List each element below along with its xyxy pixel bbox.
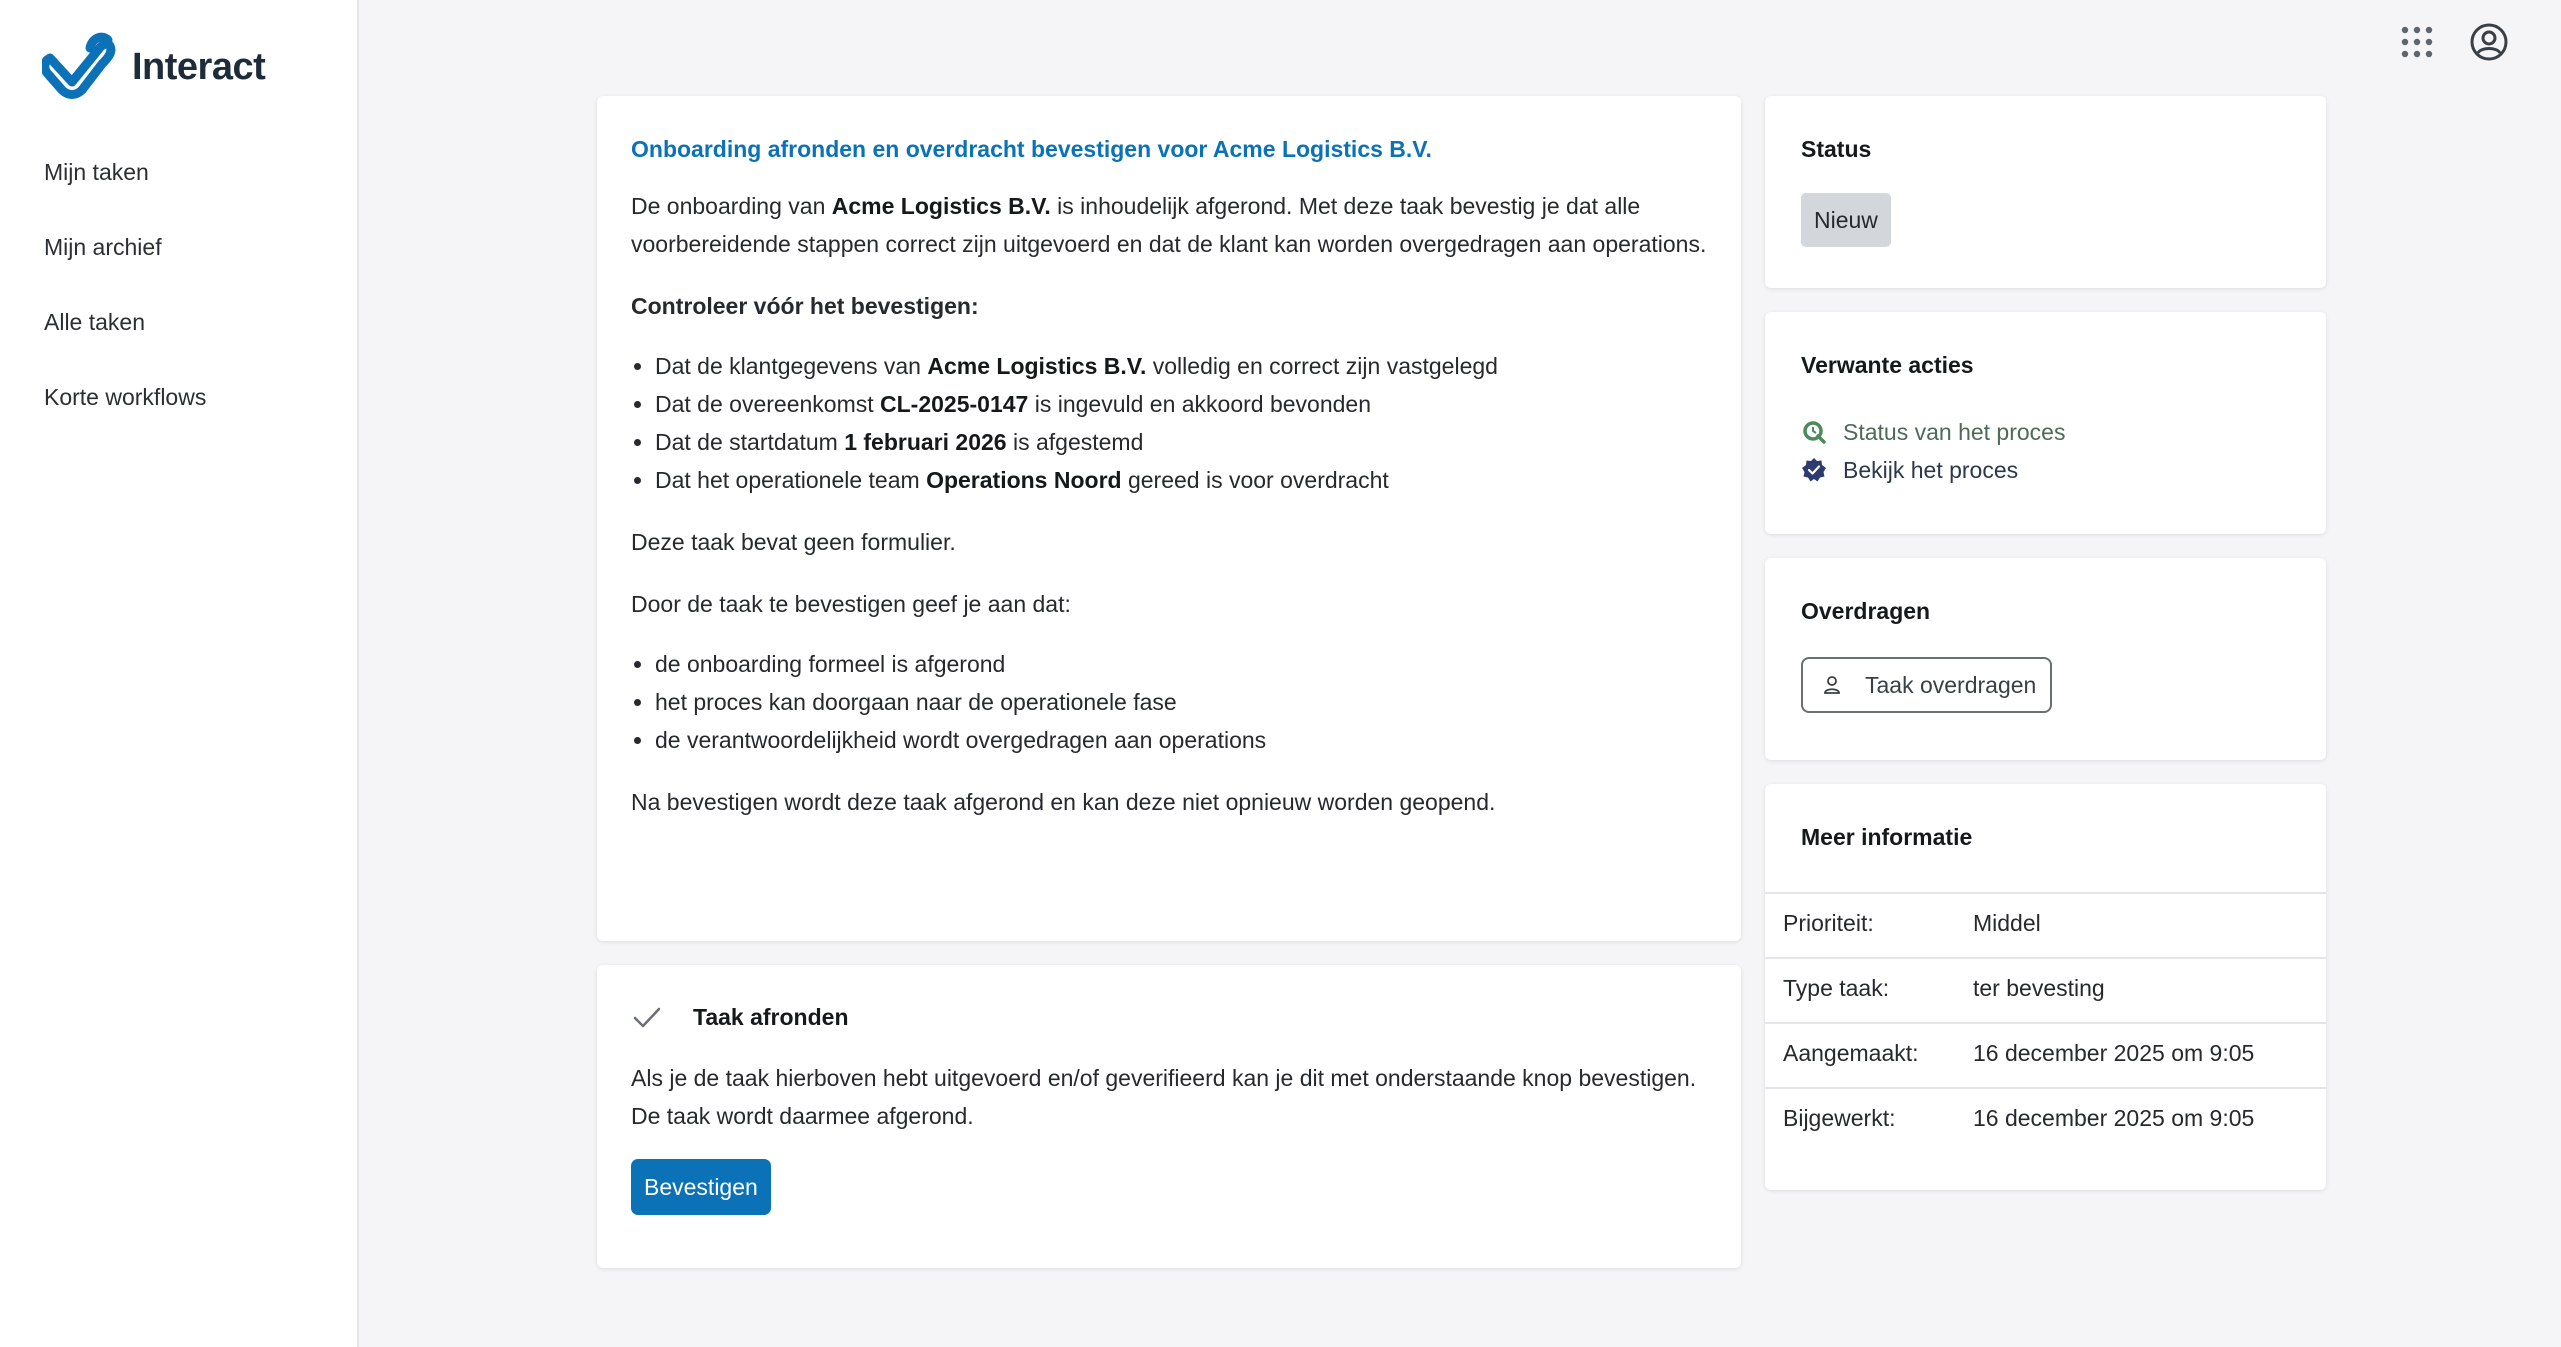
no-form-note: Deze taak bevat geen formulier. xyxy=(631,529,956,555)
list-item: de onboarding formeel is afgerond xyxy=(631,645,1707,683)
info-key: Bijgewerkt: xyxy=(1783,1105,1896,1131)
status-title: Status xyxy=(1801,136,1872,162)
checkmark-icon xyxy=(631,1001,663,1033)
info-title: Meer informatie xyxy=(1801,824,1973,850)
info-row-priority xyxy=(1765,892,2326,957)
status-badge: Nieuw xyxy=(1801,193,1891,247)
verified-badge-icon xyxy=(1801,457,1827,483)
transfer-title: Overdragen xyxy=(1801,598,1931,624)
related-item-label: Bekijk het proces xyxy=(1843,457,2019,483)
info-row-created xyxy=(1765,1022,2326,1087)
interact-logo-icon xyxy=(42,30,118,104)
related-item-label: Status van het proces xyxy=(1843,419,2066,445)
confirm-button[interactable]: Bevestigen xyxy=(631,1159,771,1215)
info-key: Aangemaakt: xyxy=(1783,1040,1919,1066)
list-item: het proces kan doorgaan naar de operationele fase xyxy=(631,683,1707,721)
more-info-card xyxy=(1765,784,2326,1190)
related-actions-card xyxy=(1765,312,2326,534)
list-item: de verantwoordelijkheid wordt overgedragen aan operations xyxy=(631,721,1707,759)
sidebar-item-alle-taken[interactable]: Alle taken xyxy=(44,309,146,335)
info-value: Middel xyxy=(1973,910,2041,936)
finish-task-card xyxy=(597,965,1741,1268)
task-detail-card xyxy=(597,96,1741,941)
info-key: Prioriteit: xyxy=(1783,910,1874,936)
user-account-icon[interactable] xyxy=(2469,22,2509,62)
info-row-updated xyxy=(1765,1087,2326,1152)
info-value: ter bevesting xyxy=(1973,975,2105,1001)
transfer-card xyxy=(1765,558,2326,760)
sidebar xyxy=(0,0,359,1347)
info-value: 16 december 2025 om 9:05 xyxy=(1973,1040,2255,1066)
sidebar-item-mijn-taken[interactable]: Mijn taken xyxy=(44,159,149,185)
info-value: 16 december 2025 om 9:05 xyxy=(1973,1105,2255,1131)
confirm-intro: Door de taak te bevestigen geef je aan dat: xyxy=(631,591,1071,617)
process-status-icon xyxy=(1801,419,1827,445)
sidebar-item-mijn-archief[interactable]: Mijn archief xyxy=(44,234,162,260)
transfer-task-button[interactable] xyxy=(1801,657,2052,713)
apps-grid-icon[interactable] xyxy=(2397,22,2437,62)
list-item: Dat het operationele team Operations Noord gereed is voor overdracht xyxy=(631,461,1707,499)
closing-note: Na bevestigen wordt deze taak afgerond en kan deze niet opnieuw worden geopend. xyxy=(631,789,1496,815)
finish-text: Als je de taak hierboven hebt uitgevoerd en/of geverifieerd kan je dit met onderstaande knop bevestigen. De taak wordt daarmee afgerond. xyxy=(631,1065,1697,1129)
finish-title: Taak afronden xyxy=(693,1003,849,1030)
confirm-list xyxy=(631,645,1707,759)
transfer-button-label: Taak overdragen xyxy=(1865,671,2037,698)
related-item-process-status[interactable] xyxy=(1801,413,2290,451)
list-item: Dat de startdatum 1 februari 2026 is afgestemd xyxy=(631,423,1707,461)
task-title: Onboarding afronden en overdracht bevestigen voor Acme Logistics B.V. xyxy=(631,136,1432,162)
check-list xyxy=(631,347,1707,499)
info-row-type xyxy=(1765,957,2326,1022)
info-key: Type taak: xyxy=(1783,975,1890,1001)
person-icon xyxy=(1821,674,1843,696)
sidebar-item-korte-workflows[interactable]: Korte workflows xyxy=(44,384,207,410)
sidebar-nav xyxy=(44,150,206,450)
status-card xyxy=(1765,96,2326,288)
task-intro: De onboarding van Acme Logistics B.V. is inhoudelijk afgerond. Met deze taak bevestig je dat alle voorbereidende stappen correct zijn uitgevoerd en dat de klant kan worden overgedragen aan operations. xyxy=(631,193,1707,257)
list-item: Dat de overeenkomst CL-2025-0147 is ingevuld en akkoord bevonden xyxy=(631,385,1707,423)
related-item-view-process[interactable] xyxy=(1801,451,2290,489)
app-name: Interact xyxy=(132,45,266,88)
list-item: Dat de klantgegevens van Acme Logistics B.V. volledig en correct zijn vastgelegd xyxy=(631,347,1707,385)
related-title: Verwante acties xyxy=(1801,352,1974,378)
app-logo[interactable] xyxy=(42,30,265,104)
check-heading: Controleer vóór het bevestigen: xyxy=(631,293,979,319)
